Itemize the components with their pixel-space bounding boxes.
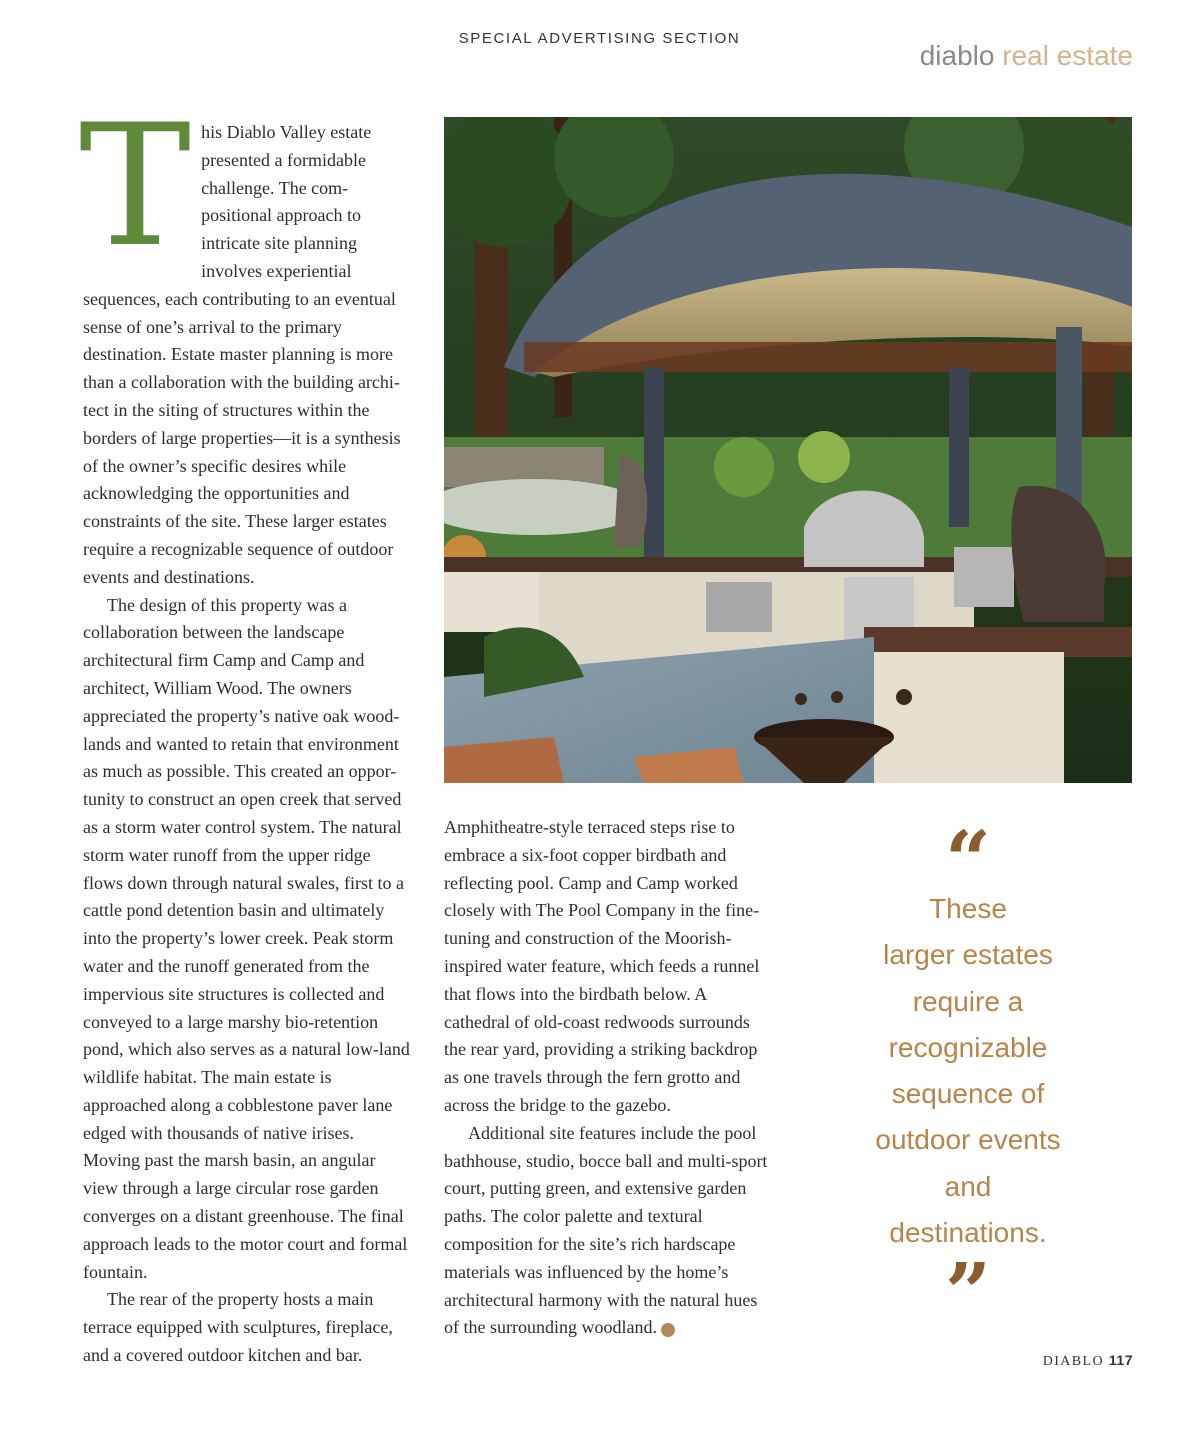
brand-part1: diablo — [919, 40, 995, 71]
end-mark-icon: d — [661, 1323, 675, 1337]
section-label: SPECIAL ADVERTISING SECTION — [458, 30, 741, 47]
article-paragraph-4: Amphitheatre-style terraced steps rise to embrace a six-foot copper birdbath and reflecting pool. Camp and Camp worked closely with The Pool Company in the fine-tuning and construction of the Moorish-inspired water feature, which feeds a runnel that flows into the birdbath below. A cathedral of old-coast redwoods surrounds the rear yard, providing a striking backdrop as one travels through the fern grotto and across the bridge to the gazebo. — [444, 817, 760, 1115]
page-footer — [1043, 1352, 1133, 1370]
pull-quote-line: require a — [912, 985, 1024, 1017]
article-column-1 — [79, 88, 413, 1370]
brand-part2: real estate — [1002, 40, 1133, 71]
brand-logo — [920, 40, 1133, 72]
pull-quote-line: larger estates — [883, 939, 1053, 971]
pull-quote-line: and — [944, 1170, 992, 1202]
page-number: 117 — [1108, 1352, 1133, 1368]
drop-cap: T — [79, 88, 192, 284]
pull-quote-text — [848, 886, 1088, 1256]
paragraph-text: his Diablo Valley estate presented a formidable challenge. The com-positional approach to intricate site planning involves experiential sequences, each contributing to an eventual sense of one’s arrival to the primary destination. Estate master planning is more than a collaboration with the building archi-tect in the siting of structures within the borders of large properties—it is a synthesis of the owner’s specific desires while acknowledging the opportunities and constraints of the site. These larger estates require a recognizable sequence of outdoor events and destinations. — [83, 122, 401, 587]
magazine-name: DIABLO — [1042, 1354, 1104, 1369]
close-quote-icon: ” — [944, 1245, 991, 1340]
open-quote-icon: “ — [944, 813, 991, 907]
article-column-2 — [444, 814, 774, 1342]
pull-quote-line: These — [929, 893, 1007, 924]
article-paragraph-1 — [79, 88, 413, 592]
pull-quote-line: destinations. — [889, 1217, 1047, 1249]
article-paragraph-3: The rear of the property hosts a main terrace equipped with sculptures, fireplace, and a covered outdoor kitchen and bar. — [83, 1289, 393, 1366]
pull-quote-line: sequence of — [891, 1078, 1045, 1110]
pull-quote-line: recognizable — [888, 1031, 1048, 1063]
article-paragraph-2: The design of this property was a collaboration between the landscape architectural firm Camp and Camp and architect, William Wood. The owners appreciated the property’s native oak wood-lands and wanted to retain that environment as much as possible. This created an oppor-tunity to construct an open creek that served as a storm water control system. The natural storm water runoff from the upper ridge flows down through natural swales, first to a cattle pond detention basin and ultimately into the property’s lower creek. Peak storm water and the runoff generated from the impervious site structures is collected and conveyed to a large marshy bio-retention pond, which also serves as a natural low-land wildlife habitat. The main estate is approached along a cobblestone paver lane edged with thousands of native irises. Moving past the marsh basin, an angular view through a large circular rose garden converges on a distant greenhouse. The final approach leads to the motor court and formal fountain. — [83, 594, 410, 1282]
outdoor-kitchen-photo — [444, 117, 1132, 783]
pull-quote — [848, 813, 1088, 1340]
article-paragraph-5 — [444, 1120, 774, 1342]
paragraph-text: Additional site features include the pool bathhouse, studio, bocce ball and multi-sport court, putting green, and extensive garden paths. The color palette and textural composition for the site’s rich hardscape materials was influenced by the home’s architectural harmony with the natural hues of the surrounding woodland. — [444, 1122, 768, 1338]
pull-quote-line: outdoor events — [875, 1124, 1061, 1156]
